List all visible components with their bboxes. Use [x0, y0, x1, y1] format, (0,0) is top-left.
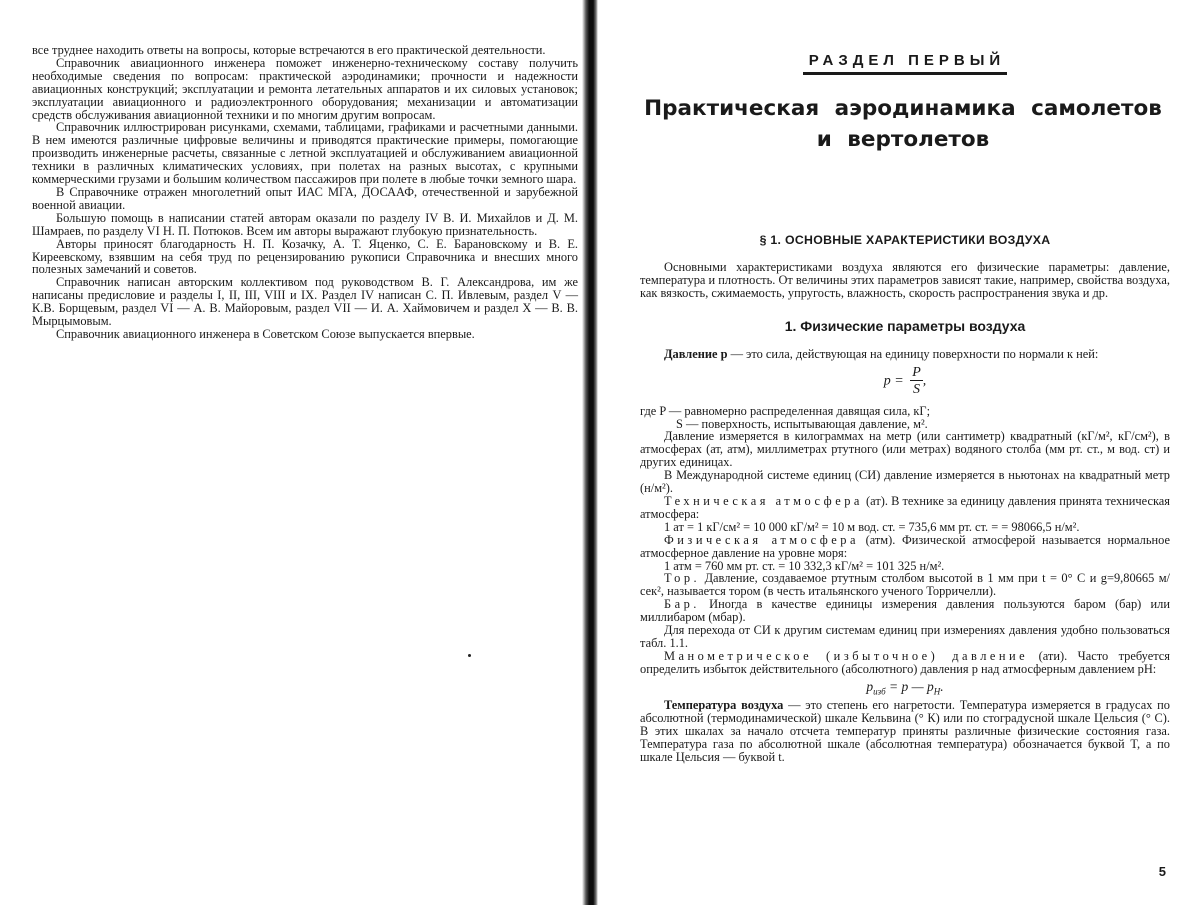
section-label: РАЗДЕЛ ПЕРВЫЙ [640, 52, 1170, 75]
left-page [0, 0, 586, 905]
paragraph: все труднее находить ответы на вопросы, которые встречаются в его практической деятельности. [32, 43, 546, 57]
where-line: S — поверхность, испытывающая давление, м². [676, 416, 928, 431]
tor-definition: Тор. Давление, создаваемое ртутным столбом высотой в 1 мм при t = 0° С и g=9,80665 м/сек², называется тором (в честь итальянского ученого Торричелли). [640, 571, 1170, 599]
paragraph: В Справочнике отражен многолетний опыт ИАС МГА, ДОСААФ, отечественной и зарубежной военной авиации. [32, 184, 578, 212]
paragraph: Справочник авиационного инженера в Советском Союзе выпускается впервые. [56, 326, 475, 341]
excess-pressure-formula: $p_{изб} = p$ — $p_H$. [866, 678, 944, 697]
heading-section-1: § 1. ОСНОВНЫЕ ХАРАКТЕРИСТИКИ ВОЗДУХА [759, 233, 1051, 247]
pressure-si: В Международной системе единиц (СИ) давление измеряется в ньютонах на квадратный метр (н/м²). [640, 468, 1170, 496]
paragraph: Авторы приносят благодарность Н. П. Козачку, А. Т. Яценко, С. Е. Барановскому и В. Е. Киреевскому, взявшим на себя труд по рецензированию рукописи Справочника и внесших много полезных замечаний и советов. [32, 236, 578, 277]
physical-atmosphere-equation: 1 атм = 760 мм рт. ст. = 10 332,3 кГ/м² = 101 325 н/м². [664, 558, 945, 573]
section-title: Практическая аэродинамика самолетов и вертолетов [644, 96, 1162, 152]
paragraph: Справочник написан авторским коллективом под руководством В. Г. Александрова, им же написаны предисловие и разделы I, II, III, VIII и IX. Раздел IV написан С. П. Ивлевым, раздел V — К.В. Борщевым, раздел VI — А. В. Майоровым, раздел VII — И. А. Хаймовичем и раздел X — В. В. Мырцымовым. [32, 275, 578, 329]
paragraph: Справочник авиационного инженера поможет инженерно-техническому составу получить необходимые сведения по вопросам: практической аэродинамики; прочности и надежности авиационных конструкций; эксплуатации и ремонта летательных аппаратов и их силовых установок; эксплуатации авиационного и радиоэлектронного оборудования; механизации и автоматизации средств обслуживания авиационной техники и по многим другим вопросам. [32, 55, 578, 122]
table-reference: Для перехода от СИ к другим системам единиц при измерениях давления удобно пользоваться табл. 1.1. [640, 623, 1170, 650]
print-speck [468, 654, 471, 657]
pressure-formula: p = $\frac{P}{S}$ , [883, 364, 927, 397]
pressure-definition: Давление p — это сила, действующая на единицу поверхности по нормали к ней: [664, 346, 1099, 361]
subheading-physical-parameters: 1. Физические параметры воздуха [784, 317, 1026, 334]
bar-definition: Бар. Иногда в качестве единицы измерения давления пользуются баром (бар) или миллибаром (мбар). [640, 597, 1170, 625]
page-number: 5 [1158, 864, 1166, 879]
pressure-units: Давление измеряется в килограммах на метр (или сантиметр) квадратный (кГ/м², кГ/см²), в атмосферах (ат, атм), миллиметрах ртутного (или метрах) водяного столба (мм рт. ст., м вод. ст) и других единицах. [640, 429, 1170, 470]
paragraph: Справочник иллюстрирован рисунками, схемами, таблицами, графиками и расчетными данными. В нем имеются различные цифровые величины и приводятся практические примеры, помогающие производить инженерные расчеты, связанные с летной эксплуатацией и обслуживанием авиационной техники в различных климатических условиях, при полетах на разных высотах, с крупными коммерческими грузами и большим количеством пассажиров при полете в любые точки земного шара. [32, 120, 578, 187]
where-line: где P — равномерно распределенная давящая сила, кГ; [640, 403, 931, 418]
technical-atmosphere: Техническая атмосфера (ат). В технике за единицу давления принята техническая атмосфера: [640, 493, 1171, 521]
temperature-definition: Температура воздуха — это степень его нагретости. Температура измеряется в градусах по абсолютной (термодинамической) шкале Кельвина (° К) или по стоградусной шкале Цельсия (° С). В этих шкалах за начало отсчета температур приняты различные физические состояния газа. Температура газа по абсолютной шкале (абсолютная температура) обозначается буквой T, а по шкале Цельсия — буквой t. [640, 698, 1170, 764]
technical-atmosphere-equation: 1 ат = 1 кГ/см² = 10 000 кГ/м² = 10 м вод. ст. = 735,6 мм рт. ст. = = 98066,5 н/м². [664, 519, 1080, 534]
manometric-pressure: Манометрическое (избыточное) давление (ати). Часто требуется определить избыток действительного (абсолютного) давления p над атмосферным давлением pH: [640, 648, 1170, 676]
intro-paragraph: Основными характеристиками воздуха являются его физические параметры: давление, температура и плотность. От величины этих параметров зависят такие, например, свойства воздуха, как вязкость, сжимаемость, упругость, влажность, скорость распространения звука и др. [640, 260, 1170, 300]
physical-atmosphere: Физическая атмосфера (атм). Физической атмосферой называется нормальное атмосферное давление на уровне моря: [640, 532, 1170, 560]
right-page [596, 0, 1200, 905]
paragraph: Большую помощь в написании статей авторам оказали по разделу IV В. И. Михайлов и Д. М. Шамраев, по разделу VI Н. П. Потюков. Всем им авторы выражают глубокую признательность. [32, 210, 578, 238]
